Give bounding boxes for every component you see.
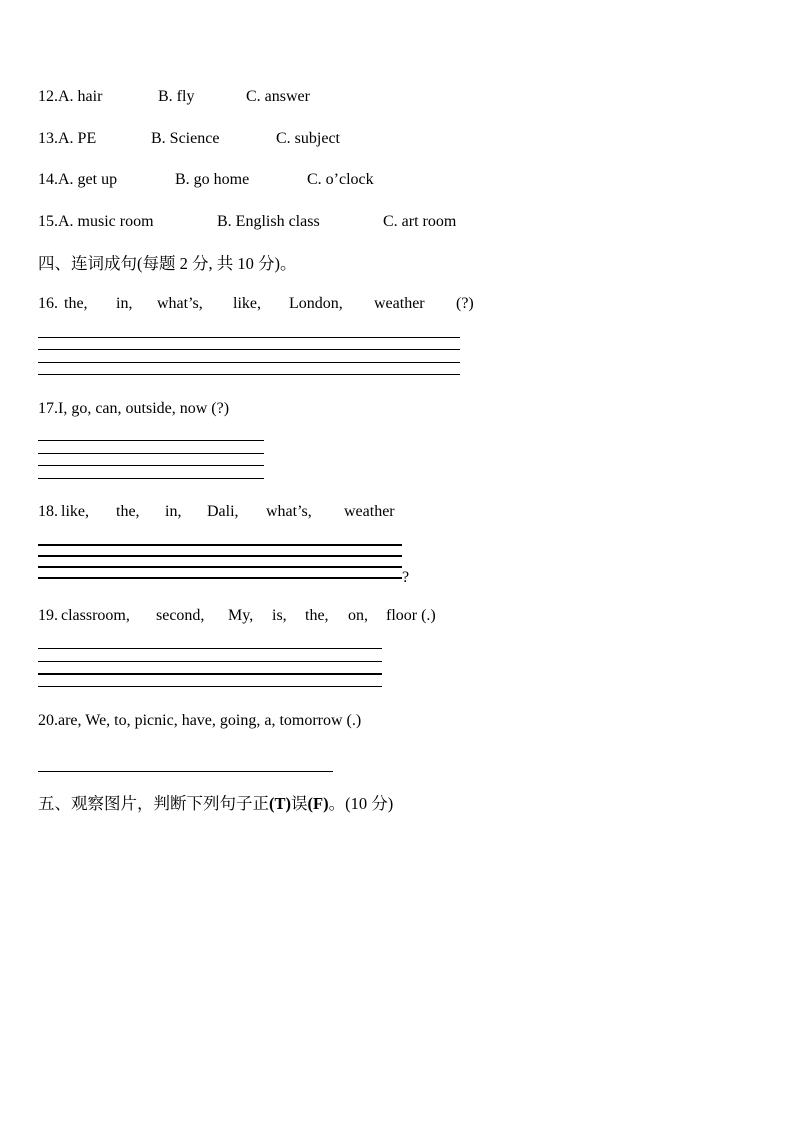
- option-c: C. o’clock: [307, 171, 374, 188]
- answer-line: [38, 566, 402, 568]
- answer-line: [38, 544, 402, 546]
- option-b: B. English class: [217, 213, 320, 230]
- word: the,: [116, 503, 140, 520]
- option-c: C. art room: [383, 213, 457, 230]
- answer-line: [38, 453, 264, 454]
- false-mark: (F): [307, 794, 329, 813]
- question-number: 20.: [38, 712, 58, 729]
- item-number: 15.: [38, 213, 58, 230]
- question-17: [38, 399, 229, 419]
- option-a: A. PE: [58, 130, 97, 147]
- word: like,: [233, 295, 261, 312]
- word: weather: [344, 503, 395, 520]
- word: London,: [289, 295, 343, 312]
- section-5-title-post: 。(10 分): [328, 794, 394, 813]
- choice-item-12: [38, 87, 102, 107]
- word: My,: [228, 607, 254, 624]
- answer-line: [38, 555, 402, 557]
- option-b: B. Science: [151, 130, 220, 147]
- option-b: B. go home: [175, 171, 250, 188]
- word: is,: [272, 607, 287, 624]
- question-number: 17.: [38, 400, 58, 417]
- item-number: 13.: [38, 130, 58, 147]
- section-5-heading: [38, 793, 393, 815]
- word: (?): [456, 295, 474, 312]
- answer-line: [38, 465, 264, 466]
- option-c: C. subject: [276, 130, 340, 147]
- question-number: 19.: [38, 607, 58, 624]
- answer-line: [38, 577, 402, 579]
- option-c: C. answer: [246, 88, 310, 105]
- option-a: A. get up: [58, 171, 118, 188]
- question-number: 16.: [38, 295, 58, 312]
- choice-item-14: [38, 170, 117, 190]
- question-words: I, go, can, outside, now (?): [58, 400, 230, 417]
- item-number: 14.: [38, 171, 58, 188]
- section-5-title-pre: 五、观察图片，判断下列句子正: [38, 794, 269, 813]
- answer-line: [38, 661, 382, 662]
- answer-line: [38, 440, 264, 441]
- word: Dali,: [207, 503, 239, 520]
- section-5-title-mid: 误: [291, 794, 308, 813]
- true-mark: (T): [269, 794, 291, 813]
- word: what’s,: [157, 295, 203, 312]
- answer-line: [38, 337, 460, 338]
- option-a: A. music room: [58, 213, 154, 230]
- word: what’s,: [266, 503, 312, 520]
- section-4-heading: 四、连词成句(每题 2 分, 共 10 分)。: [38, 254, 297, 273]
- answer-line: [38, 478, 264, 479]
- answer-line: [38, 686, 382, 687]
- question-20: [38, 711, 361, 731]
- word: weather: [374, 295, 425, 312]
- option-b: B. fly: [158, 88, 195, 105]
- word: on,: [348, 607, 368, 624]
- answer-line: [38, 349, 460, 350]
- word: second,: [156, 607, 205, 624]
- word: classroom,: [61, 607, 130, 624]
- word: in,: [165, 503, 182, 520]
- end-question-mark: ?: [402, 569, 410, 586]
- answer-line: [38, 673, 382, 675]
- word: in,: [116, 295, 133, 312]
- answer-line: [38, 771, 333, 772]
- word: the,: [305, 607, 329, 624]
- option-a: A. hair: [58, 88, 103, 105]
- answer-line: [38, 374, 460, 375]
- choice-item-13: [38, 129, 96, 149]
- question-number: 18.: [38, 503, 58, 520]
- question-words: are, We, to, picnic, have, going, a, tomorrow (.): [58, 712, 362, 729]
- word: like,: [61, 503, 89, 520]
- answer-line: [38, 648, 382, 649]
- answer-line: [38, 362, 460, 363]
- word: floor (.): [386, 607, 436, 624]
- word: the,: [64, 295, 88, 312]
- choice-item-15: [38, 212, 154, 232]
- item-number: 12.: [38, 88, 58, 105]
